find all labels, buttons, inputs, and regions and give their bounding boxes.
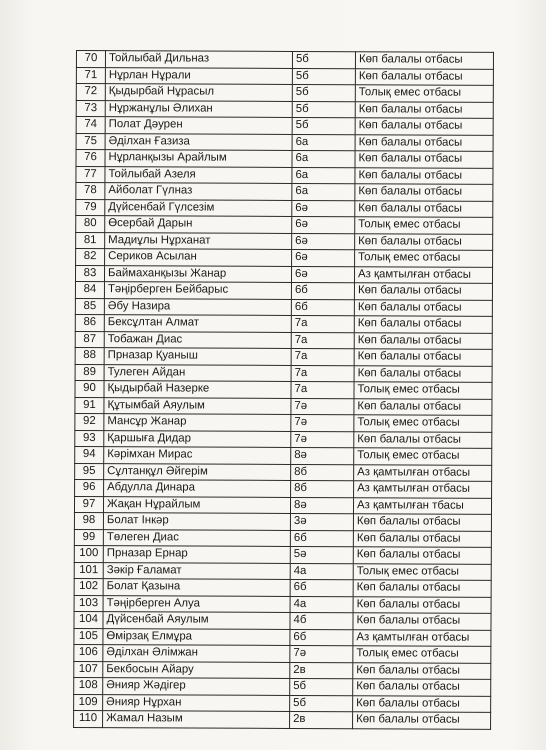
student-name-cell: Тобажан Диас — [104, 331, 291, 348]
class-cell: 5б — [292, 84, 355, 101]
class-cell: 7а — [291, 348, 354, 365]
family-status-cell: Көп балалы отбасы — [354, 365, 492, 382]
row-number-cell: 96 — [75, 479, 104, 496]
roster-body — [74, 51, 494, 729]
row-number-cell: 84 — [75, 281, 104, 298]
row-number-cell: 86 — [75, 314, 104, 331]
class-cell: 2в — [290, 711, 353, 728]
student-name-cell: Қаршыға Дидар — [104, 430, 291, 447]
family-status-cell: Көп балалы отбасы — [354, 398, 492, 415]
table-row — [76, 183, 493, 201]
student-name-cell: Сұлтанқұл Әйгерім — [104, 463, 291, 480]
class-cell: 7а — [291, 381, 354, 398]
family-status-cell: Толық емес отбасы — [354, 448, 492, 465]
family-status-cell: Көп балалы отбасы — [353, 547, 491, 564]
table-row — [76, 117, 493, 135]
family-status-cell: Көп балалы отбасы — [355, 101, 493, 118]
row-number-cell: 107 — [74, 661, 103, 678]
class-cell: 6б — [290, 629, 353, 646]
row-number-cell: 91 — [75, 397, 104, 414]
table-row — [75, 463, 492, 481]
row-number-cell: 81 — [76, 232, 105, 249]
row-number-cell: 90 — [75, 380, 104, 397]
class-cell: 5ә — [290, 546, 353, 563]
table-row — [74, 661, 491, 679]
table-row — [75, 281, 492, 299]
family-status-cell: Аз қамтылған отбасы — [354, 481, 492, 498]
row-number-cell: 75 — [76, 133, 105, 150]
row-number-cell: 100 — [74, 545, 103, 562]
student-name-cell: Қыдырбай Нұрасыл — [105, 84, 292, 101]
student-name-cell: Әбу Назира — [104, 298, 291, 315]
table-row — [75, 380, 492, 398]
student-name-cell: Төлеген Диас — [103, 529, 290, 546]
table-row — [74, 529, 491, 547]
table-row — [74, 710, 491, 728]
class-cell: 7ә — [291, 431, 354, 448]
student-name-cell: Сериков Асылан — [105, 249, 292, 266]
family-status-cell: Аз қамтылған отбасы — [354, 266, 492, 283]
table-row — [74, 545, 491, 563]
family-status-cell: Көп балалы отбасы — [354, 316, 492, 333]
row-number-cell: 106 — [74, 644, 103, 661]
student-name-cell: Құтымбай Аяулым — [104, 397, 291, 414]
student-name-cell: Прназар Ернар — [103, 546, 290, 563]
class-cell: 6б — [291, 282, 354, 299]
class-cell: 6ә — [292, 216, 355, 233]
class-cell: 8б — [291, 480, 354, 497]
row-number-cell: 99 — [74, 529, 103, 546]
table-row — [75, 347, 492, 365]
student-name-cell: Жамал Назым — [103, 711, 290, 728]
family-status-cell: Аз қамтылған отбасы — [354, 464, 492, 481]
table-row — [76, 216, 493, 234]
class-cell: 8ә — [291, 447, 354, 464]
student-name-cell: Тулеген Айдан — [104, 364, 291, 381]
class-cell: 6а — [292, 167, 355, 184]
student-name-cell: Болат Інкәр — [103, 513, 290, 530]
student-name-cell: Тойлыбай Дильназ — [105, 51, 292, 68]
family-status-cell: Көп балалы отбасы — [355, 118, 493, 135]
row-number-cell: 87 — [75, 331, 104, 348]
table-row — [75, 479, 492, 497]
row-number-cell: 70 — [76, 51, 105, 68]
class-cell: 2в — [290, 662, 353, 679]
student-name-cell: Әнияр Нұрхан — [103, 694, 290, 711]
row-number-cell: 89 — [75, 364, 104, 381]
table-row — [74, 628, 491, 646]
family-status-cell: Аз қамтылған тбасы — [353, 497, 491, 514]
class-cell: 6б — [290, 579, 353, 596]
family-status-cell: Көп балалы отбасы — [353, 580, 491, 597]
row-number-cell: 93 — [75, 430, 104, 447]
family-status-cell: Көп балалы отбасы — [355, 184, 493, 201]
class-cell: 5б — [292, 117, 355, 134]
class-cell: 7а — [291, 315, 354, 332]
class-cell: 5б — [292, 101, 355, 118]
class-cell: 7ә — [291, 398, 354, 415]
family-status-cell: Көп балалы отбасы — [355, 233, 493, 250]
student-name-cell: Нұрланқызы Арайлым — [105, 150, 292, 167]
table-row — [76, 166, 493, 184]
table-row — [74, 512, 491, 530]
row-number-cell: 77 — [76, 166, 105, 183]
row-number-cell: 73 — [76, 100, 105, 117]
class-cell: 5б — [292, 51, 355, 68]
table-row — [76, 84, 493, 102]
student-name-cell: Әділхан Ғазиза — [105, 133, 292, 150]
class-cell: 6б — [290, 530, 353, 547]
class-cell: 4б — [290, 612, 353, 629]
table-row — [76, 100, 493, 118]
table-row — [74, 578, 491, 596]
row-number-cell: 85 — [75, 298, 104, 315]
class-cell: 5б — [290, 678, 353, 695]
family-status-cell: Көп балалы отбасы — [355, 151, 493, 168]
table-row — [76, 150, 493, 168]
class-cell: 6а — [292, 183, 355, 200]
student-name-cell: Тәңірберген Алуа — [103, 595, 290, 612]
family-status-cell: Толық емес отбасы — [355, 85, 493, 102]
class-cell: 6ә — [291, 266, 354, 283]
table-row — [76, 232, 493, 250]
student-name-cell: Кәрімхан Мирас — [104, 447, 291, 464]
family-status-cell: Көп балалы отбасы — [355, 167, 493, 184]
family-status-cell: Толық емес отбасы — [354, 415, 492, 432]
student-name-cell: Әнияр Жәдігер — [103, 678, 290, 695]
row-number-cell: 104 — [74, 611, 103, 628]
class-cell: 6а — [292, 150, 355, 167]
row-number-cell: 98 — [74, 512, 103, 529]
class-cell: 6ә — [292, 233, 355, 250]
family-status-cell: Көп балалы отбасы — [354, 299, 492, 316]
row-number-cell: 101 — [74, 562, 103, 579]
row-number-cell: 80 — [76, 216, 105, 233]
family-status-cell: Көп балалы отбасы — [353, 712, 491, 729]
row-number-cell: 103 — [74, 595, 103, 612]
class-cell: 6б — [291, 299, 354, 316]
student-name-cell: Өмірзақ Елмұра — [103, 628, 290, 645]
student-name-cell: Баймаханқызы Жанар — [104, 265, 291, 282]
row-number-cell: 92 — [75, 413, 104, 430]
student-name-cell: Зәкір Ғаламат — [103, 562, 290, 579]
table-row — [75, 430, 492, 448]
row-number-cell: 71 — [76, 67, 105, 84]
table-row — [76, 199, 493, 217]
family-status-cell: Көп балалы отбасы — [353, 514, 491, 531]
class-cell: 5б — [292, 68, 355, 85]
student-name-cell: Мансұр Жанар — [104, 414, 291, 431]
table-row — [74, 677, 491, 695]
family-status-cell: Көп балалы отбасы — [355, 52, 493, 69]
table-row — [74, 611, 491, 629]
family-status-cell: Толық емес отбасы — [353, 646, 491, 663]
student-name-cell: Қыдырбай Назерке — [104, 381, 291, 398]
row-number-cell: 108 — [74, 677, 103, 694]
student-name-cell: Тойлыбай Азеля — [105, 166, 292, 183]
family-status-cell: Көп балалы отбасы — [354, 332, 492, 349]
table-row — [76, 249, 493, 267]
row-number-cell: 83 — [75, 265, 104, 282]
row-number-cell: 109 — [74, 694, 103, 711]
student-name-cell: Бекбосын Айару — [103, 661, 290, 678]
table-row — [75, 413, 492, 431]
row-number-cell: 105 — [74, 628, 103, 645]
table-row — [74, 694, 491, 712]
student-name-cell: Полат Дәурен — [105, 117, 292, 134]
family-status-cell: Көп балалы отбасы — [353, 662, 491, 679]
table-row — [76, 67, 493, 85]
student-name-cell: Прназар Қуаныш — [104, 348, 291, 365]
family-status-cell: Толық емес отбасы — [354, 382, 492, 399]
row-number-cell: 82 — [76, 249, 105, 266]
class-cell: 5б — [290, 695, 353, 712]
row-number-cell: 110 — [74, 710, 103, 727]
class-cell: 8ә — [290, 497, 353, 514]
table-row — [74, 562, 491, 580]
class-cell: 7а — [291, 332, 354, 349]
family-status-cell: Көп балалы отбасы — [353, 530, 491, 547]
family-status-cell: Толық емес отбасы — [353, 563, 491, 580]
table-row — [74, 595, 491, 613]
row-number-cell: 94 — [75, 446, 104, 463]
row-number-cell: 97 — [74, 496, 103, 513]
student-name-cell: Өсербай Дарын — [105, 216, 292, 233]
class-cell: 6ә — [292, 249, 355, 266]
row-number-cell: 88 — [75, 347, 104, 364]
student-name-cell: Абдулла Динара — [104, 480, 291, 497]
family-status-cell: Көп балалы отбасы — [355, 134, 493, 151]
student-roster-table — [73, 50, 494, 729]
table-row — [75, 265, 492, 283]
family-status-cell: Көп балалы отбасы — [353, 679, 491, 696]
family-status-cell: Толық емес отбасы — [355, 217, 493, 234]
table-row — [76, 133, 493, 151]
student-name-cell: Әділхан Әлімжан — [103, 645, 290, 662]
family-status-cell: Толық емес отбасы — [355, 250, 493, 267]
family-status-cell: Көп балалы отбасы — [353, 613, 491, 630]
row-number-cell: 79 — [76, 199, 105, 216]
student-name-cell: Мадиұлы Нұрханат — [105, 232, 292, 249]
family-status-cell: Аз қамтылған отбасы — [353, 629, 491, 646]
family-status-cell: Көп балалы отбасы — [353, 695, 491, 712]
row-number-cell: 95 — [75, 463, 104, 480]
family-status-cell: Көп балалы отбасы — [354, 283, 492, 300]
family-status-cell: Көп балалы отбасы — [355, 68, 493, 85]
row-number-cell: 102 — [74, 578, 103, 595]
table-row — [75, 364, 492, 382]
row-number-cell: 76 — [76, 150, 105, 167]
class-cell: 3ә — [290, 513, 353, 530]
student-name-cell: Дүйсенбай Гүлсезім — [105, 199, 292, 216]
student-name-cell: Нұржанұлы Әлихан — [105, 100, 292, 117]
student-name-cell: Айболат Гүлназ — [105, 183, 292, 200]
student-name-cell: Бексұлтан Алмат — [104, 315, 291, 332]
student-name-cell: Дүйсенбай Аяулым — [103, 612, 290, 629]
class-cell: 4а — [290, 596, 353, 613]
class-cell: 7ә — [290, 645, 353, 662]
family-status-cell: Көп балалы отбасы — [354, 349, 492, 366]
student-name-cell: Болат Қазына — [103, 579, 290, 596]
table-row — [75, 314, 492, 332]
family-status-cell: Көп балалы отбасы — [353, 596, 491, 613]
row-number-cell: 78 — [76, 183, 105, 200]
table-row — [75, 397, 492, 415]
table-row — [75, 446, 492, 464]
family-status-cell: Көп балалы отбасы — [354, 431, 492, 448]
student-name-cell: Тәңірберген Бейбарыс — [104, 282, 291, 299]
class-cell: 4а — [290, 563, 353, 580]
student-name-cell: Нұрлан Нұрали — [105, 67, 292, 84]
family-status-cell: Көп балалы отбасы — [355, 200, 493, 217]
class-cell: 6ә — [292, 200, 355, 217]
class-cell: 7а — [291, 365, 354, 382]
row-number-cell: 74 — [76, 117, 105, 134]
student-name-cell: Жақан Нұрайлым — [103, 496, 290, 513]
table-row — [76, 51, 493, 69]
class-cell: 8б — [291, 464, 354, 481]
class-cell: 7ә — [291, 414, 354, 431]
table-row — [74, 644, 491, 662]
class-cell: 6а — [292, 134, 355, 151]
table-row — [75, 298, 492, 316]
table-row — [75, 331, 492, 349]
row-number-cell: 72 — [76, 84, 105, 101]
table-row — [74, 496, 491, 514]
